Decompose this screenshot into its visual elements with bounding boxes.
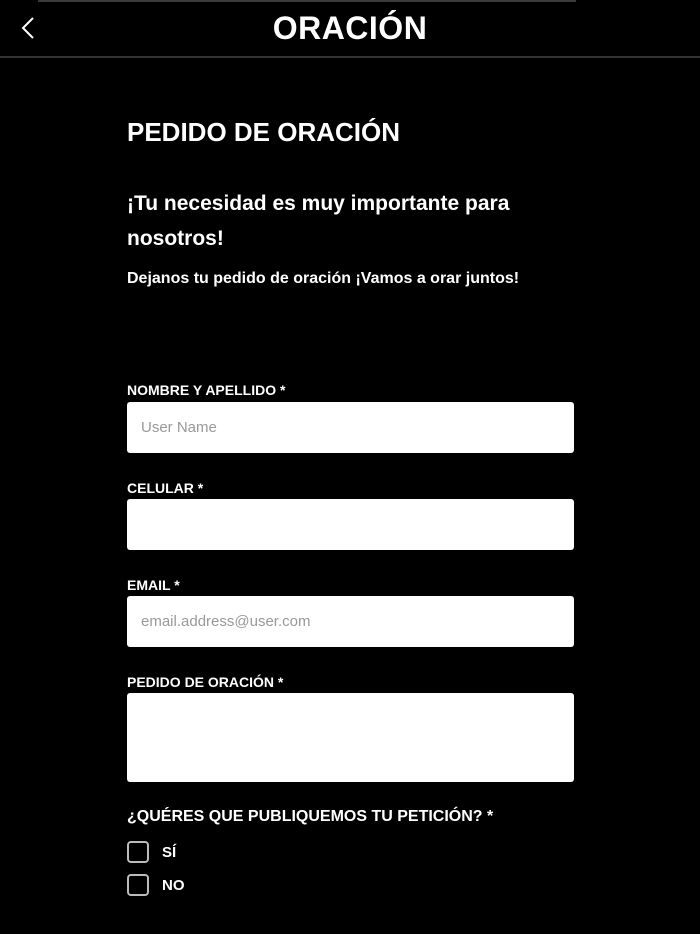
- prayer-request-textarea[interactable]: [127, 693, 574, 782]
- page-description: Dejanos tu pedido de oración ¡Vamos a orar juntos!: [127, 270, 520, 287]
- option-label: SÍ: [162, 843, 177, 861]
- app-header: [0, 0, 700, 58]
- request-label: PEDIDO DE ORACIÓN *: [127, 674, 284, 690]
- page-title: PEDIDO DE ORACIÓN: [127, 117, 401, 147]
- checkbox[interactable]: [127, 874, 149, 896]
- option-label: NO: [162, 876, 185, 894]
- phone-input[interactable]: [127, 499, 574, 550]
- name-input[interactable]: [127, 402, 574, 453]
- header-title: ORACIÓN: [272, 10, 428, 46]
- phone-label: CELULAR *: [127, 480, 204, 496]
- page-subtitle: ¡Tu necesidad es muy importante para nosotros!: [127, 192, 510, 250]
- publish-option-yes[interactable]: [127, 841, 176, 863]
- name-label: NOMBRE Y APELLIDO *: [127, 382, 286, 398]
- email-input[interactable]: [127, 596, 574, 647]
- email-label: EMAIL *: [127, 577, 180, 593]
- publish-question: ¿QUÉRES QUE PUBLIQUEMOS TU PETICIÓN? *: [127, 808, 494, 825]
- checkbox[interactable]: [127, 841, 149, 863]
- publish-option-no[interactable]: [127, 874, 185, 896]
